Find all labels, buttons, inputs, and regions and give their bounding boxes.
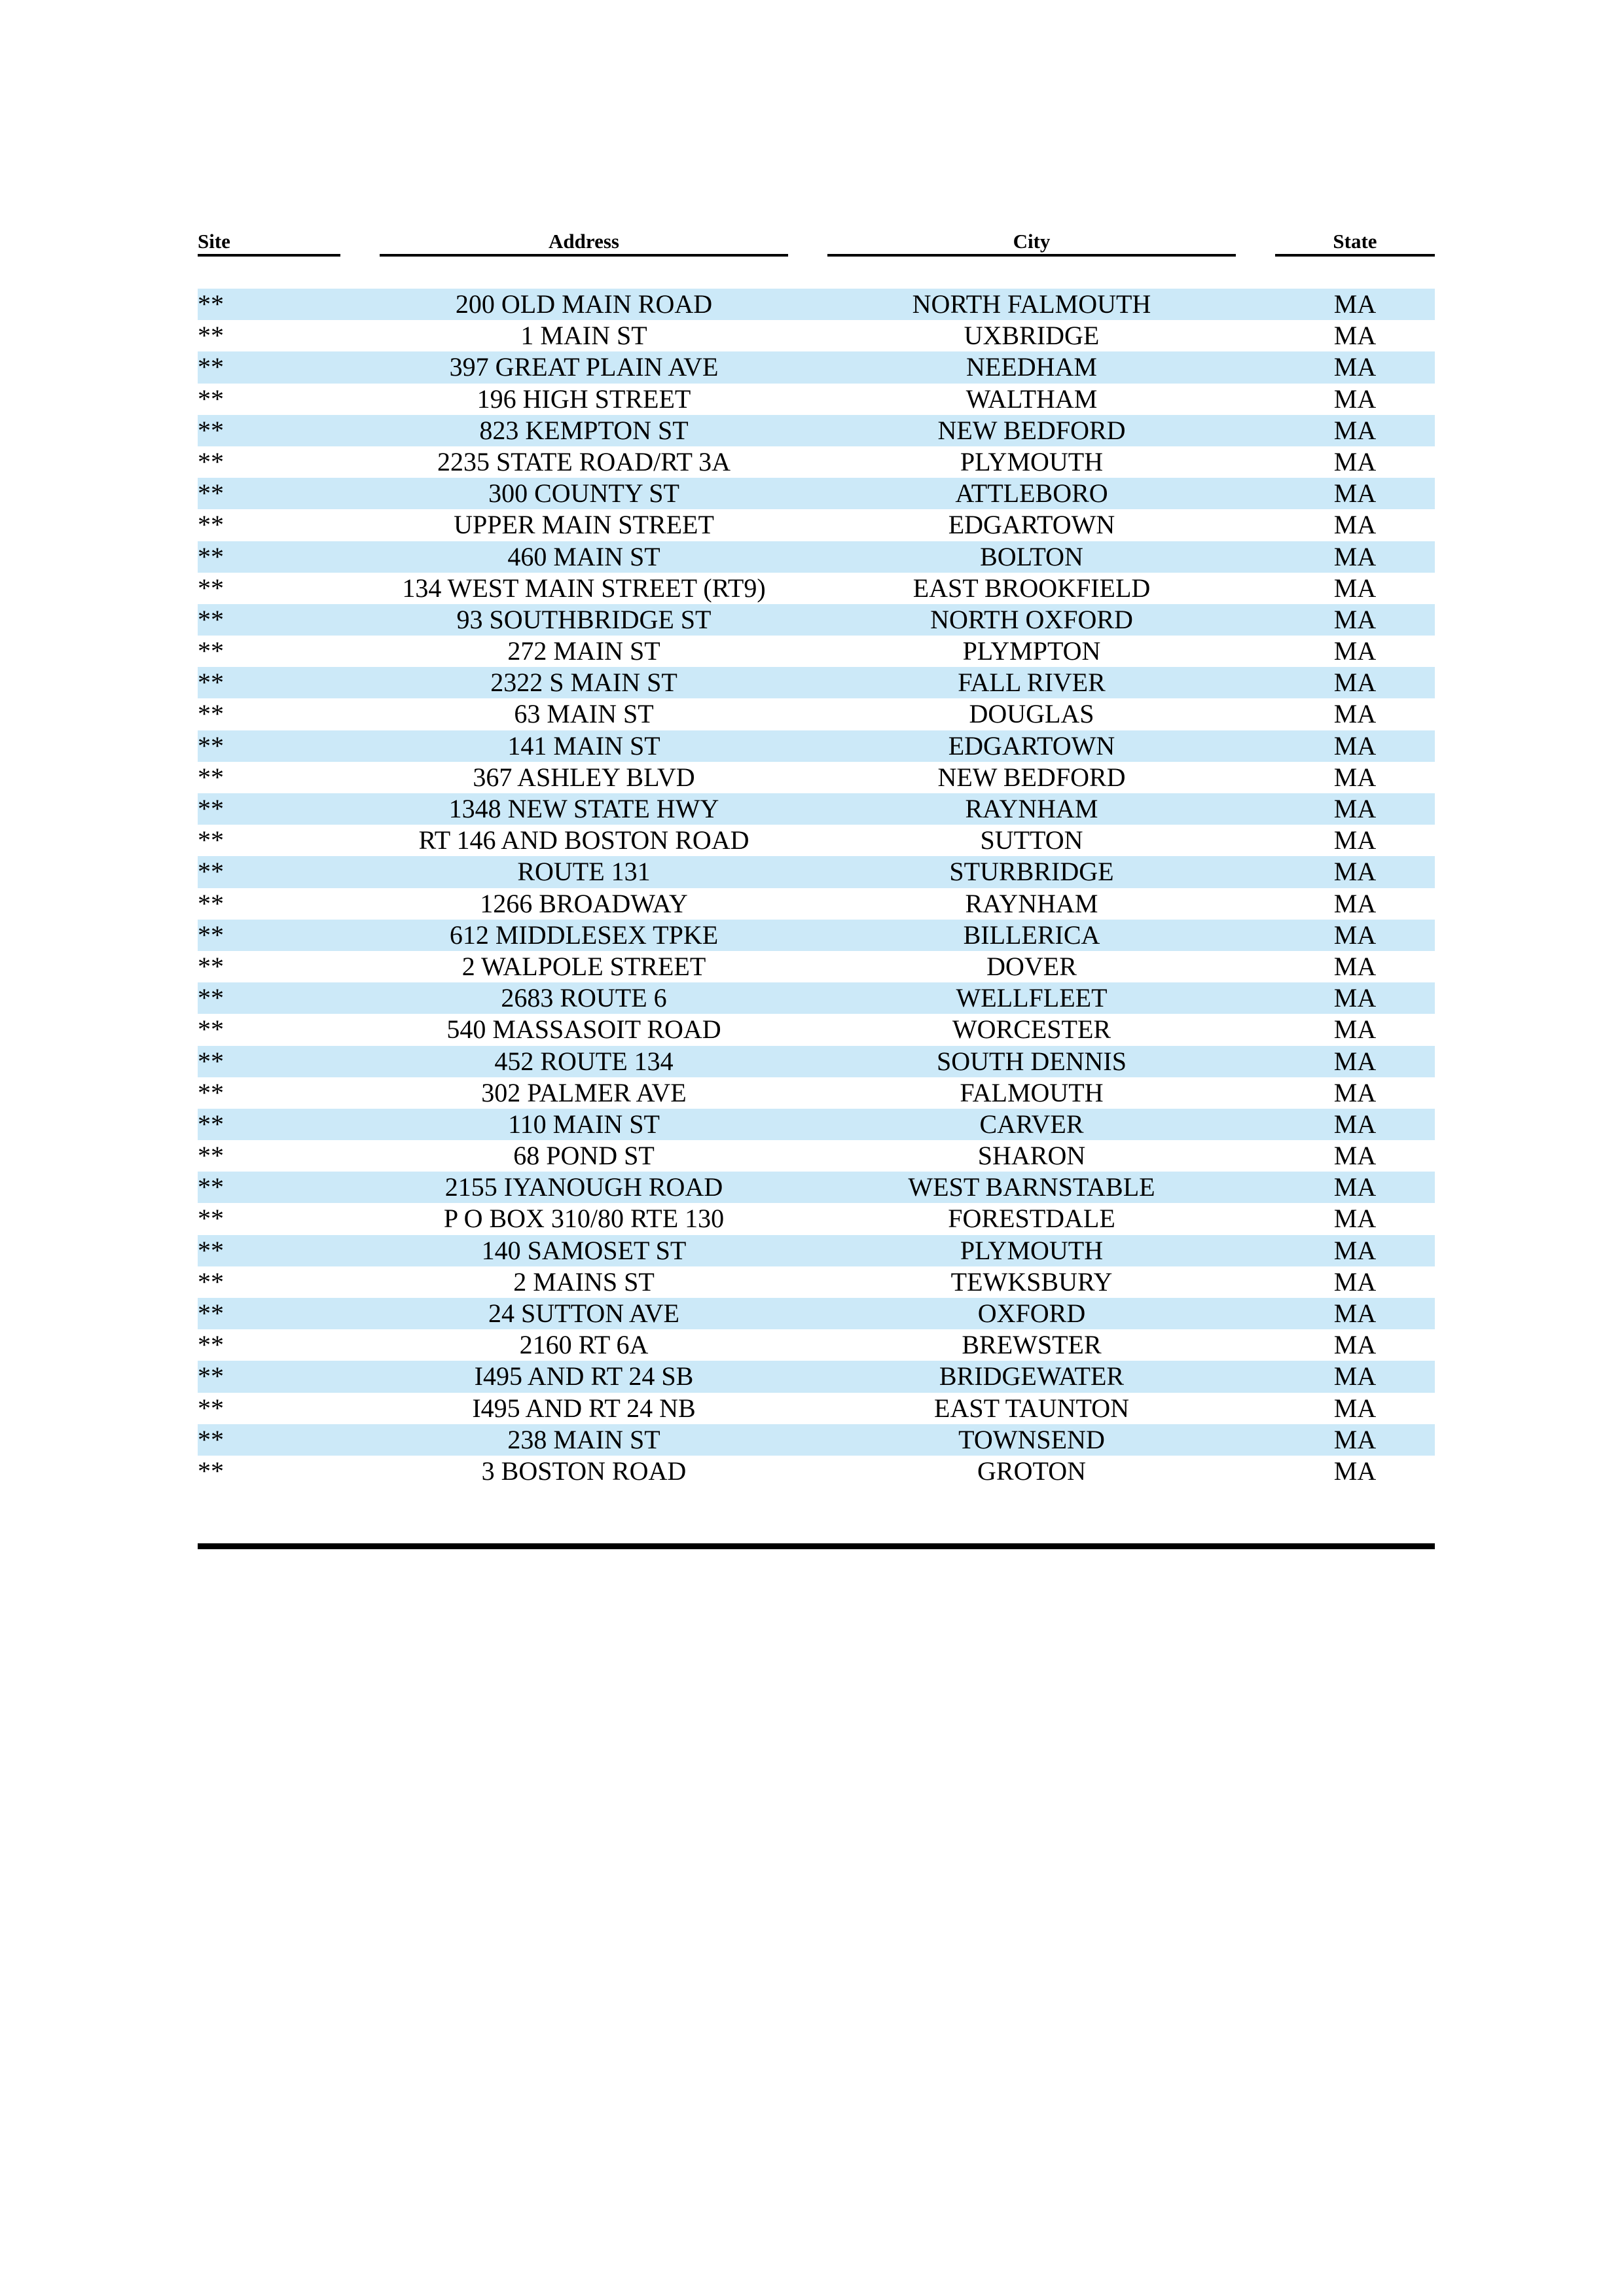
table-row bbox=[198, 825, 1435, 856]
city-cell: PLYMPTON bbox=[962, 636, 1101, 666]
address-cell: 68 POND ST bbox=[513, 1141, 655, 1171]
state-cell: MA bbox=[1333, 1235, 1377, 1265]
city-cell: NEW BEDFORD bbox=[937, 762, 1126, 792]
address-cell: 2235 STATE ROAD/RT 3A bbox=[437, 446, 731, 476]
address-cell: 397 GREAT PLAIN AVE bbox=[449, 352, 719, 382]
site-cell: ** bbox=[198, 510, 224, 540]
address-cell: 452 ROUTE 134 bbox=[494, 1046, 674, 1076]
table-row bbox=[198, 1140, 1435, 1172]
state-cell: MA bbox=[1333, 825, 1377, 855]
site-cell: ** bbox=[198, 604, 224, 634]
table-row bbox=[198, 1393, 1435, 1424]
table-row bbox=[198, 982, 1435, 1014]
state-cell: MA bbox=[1333, 1456, 1377, 1486]
city-cell: BOLTON bbox=[980, 541, 1083, 571]
site-cell: ** bbox=[198, 636, 224, 666]
state-cell: MA bbox=[1333, 446, 1377, 476]
state-cell: MA bbox=[1333, 951, 1377, 981]
site-cell: ** bbox=[198, 730, 224, 761]
city-cell: TEWKSBURY bbox=[950, 1266, 1113, 1297]
table-row bbox=[198, 1361, 1435, 1392]
table-row bbox=[198, 730, 1435, 762]
site-cell: ** bbox=[198, 1109, 224, 1139]
address-cell: 460 MAIN ST bbox=[507, 541, 660, 571]
table-row bbox=[198, 384, 1435, 415]
table-row bbox=[198, 636, 1435, 667]
table-row bbox=[198, 1235, 1435, 1266]
table-row bbox=[198, 920, 1435, 951]
city-cell: UXBRIDGE bbox=[964, 321, 1100, 351]
address-cell: 2 WALPOLE STREET bbox=[461, 951, 706, 981]
table-row bbox=[198, 698, 1435, 730]
address-cell: I495 AND RT 24 SB bbox=[474, 1361, 694, 1391]
table-row bbox=[198, 351, 1435, 383]
site-cell: ** bbox=[198, 321, 224, 351]
state-cell: MA bbox=[1333, 857, 1377, 887]
state-cell: MA bbox=[1333, 762, 1377, 792]
city-cell: DOUGLAS bbox=[969, 699, 1094, 729]
table-row bbox=[198, 888, 1435, 920]
city-cell: WELLFLEET bbox=[956, 983, 1108, 1013]
address-cell: 2160 RT 6A bbox=[519, 1330, 649, 1360]
city-cell: WALTHAM bbox=[965, 384, 1098, 414]
address-cell: 302 PALMER AVE bbox=[481, 1077, 687, 1107]
city-cell: FALMOUTH bbox=[960, 1077, 1104, 1107]
city-cell: NEW BEDFORD bbox=[937, 415, 1126, 445]
state-cell: MA bbox=[1333, 1204, 1377, 1234]
table-row bbox=[198, 667, 1435, 698]
site-cell: ** bbox=[198, 1014, 224, 1045]
table-row bbox=[198, 951, 1435, 982]
address-cell: 140 SAMOSET ST bbox=[481, 1235, 687, 1265]
site-cell: ** bbox=[198, 951, 224, 981]
city-cell: NORTH FALMOUTH bbox=[912, 289, 1151, 319]
site-cell: ** bbox=[198, 478, 224, 509]
state-cell: MA bbox=[1333, 983, 1377, 1013]
city-cell: PLYMOUTH bbox=[960, 1235, 1104, 1265]
address-cell: 2155 IYANOUGH ROAD bbox=[444, 1172, 723, 1202]
site-cell: ** bbox=[198, 1456, 224, 1486]
state-cell: MA bbox=[1333, 1424, 1377, 1454]
state-cell: MA bbox=[1333, 1172, 1377, 1202]
site-cell: ** bbox=[198, 794, 224, 823]
table-header bbox=[198, 228, 1435, 257]
site-cell: ** bbox=[198, 888, 224, 918]
table-row bbox=[198, 1298, 1435, 1329]
table-row bbox=[198, 1266, 1435, 1298]
city-cell: CARVER bbox=[979, 1109, 1084, 1139]
address-cell: 93 SOUTHBRIDGE ST bbox=[456, 604, 712, 634]
site-cell: ** bbox=[198, 920, 224, 950]
city-cell: STURBRIDGE bbox=[949, 857, 1114, 887]
city-cell: SUTTON bbox=[980, 825, 1083, 855]
state-cell: MA bbox=[1333, 321, 1377, 351]
address-cell: 63 MAIN ST bbox=[514, 699, 654, 729]
state-cell: MA bbox=[1333, 1330, 1377, 1360]
city-cell: WORCESTER bbox=[952, 1014, 1111, 1045]
address-cell: ROUTE 131 bbox=[517, 857, 651, 887]
table-row bbox=[198, 1077, 1435, 1109]
city-cell: WEST BARNSTABLE bbox=[908, 1172, 1155, 1202]
address-cell: 196 HIGH STREET bbox=[477, 384, 691, 414]
site-cell: ** bbox=[198, 983, 224, 1013]
table-row bbox=[198, 1456, 1435, 1487]
site-cell: ** bbox=[198, 668, 224, 698]
city-cell: GROTON bbox=[977, 1456, 1086, 1486]
header-city: City bbox=[827, 228, 1236, 257]
address-cell: 2322 S MAIN ST bbox=[490, 668, 677, 698]
address-cell: 272 MAIN ST bbox=[507, 636, 660, 666]
site-cell: ** bbox=[198, 1266, 224, 1297]
table-row bbox=[198, 762, 1435, 793]
state-cell: MA bbox=[1333, 1361, 1377, 1391]
city-cell: EAST BROOKFIELD bbox=[912, 573, 1151, 603]
header-state: State bbox=[1275, 228, 1435, 257]
table-row bbox=[198, 509, 1435, 541]
city-cell: ATTLEBORO bbox=[955, 478, 1108, 509]
state-cell: MA bbox=[1333, 668, 1377, 698]
state-cell: MA bbox=[1333, 1109, 1377, 1139]
state-cell: MA bbox=[1333, 1141, 1377, 1171]
site-cell: ** bbox=[198, 1330, 224, 1360]
state-cell: MA bbox=[1333, 415, 1377, 445]
table-row bbox=[198, 446, 1435, 478]
address-cell: 823 KEMPTON ST bbox=[479, 415, 689, 445]
address-cell: 300 COUNTY ST bbox=[488, 478, 679, 509]
state-cell: MA bbox=[1333, 1299, 1377, 1328]
city-cell: SHARON bbox=[977, 1141, 1086, 1171]
address-cell: 3 BOSTON ROAD bbox=[481, 1456, 687, 1486]
city-cell: FORESTDALE bbox=[948, 1204, 1115, 1234]
site-cell: ** bbox=[198, 289, 224, 319]
city-cell: BRIDGEWATER bbox=[939, 1361, 1125, 1391]
site-cell: ** bbox=[198, 1046, 224, 1076]
site-cell: ** bbox=[198, 1077, 224, 1107]
state-cell: MA bbox=[1333, 1393, 1377, 1423]
site-cell: ** bbox=[198, 762, 224, 792]
state-cell: MA bbox=[1333, 699, 1377, 729]
footer-rule bbox=[198, 1543, 1435, 1549]
site-cell: ** bbox=[198, 1141, 224, 1171]
site-cell: ** bbox=[198, 541, 224, 571]
address-cell: 1 MAIN ST bbox=[520, 321, 647, 351]
state-cell: MA bbox=[1333, 636, 1377, 666]
city-cell: EDGARTOWN bbox=[948, 730, 1115, 761]
address-cell: 200 OLD MAIN ROAD bbox=[455, 289, 713, 319]
site-cell: ** bbox=[198, 825, 224, 855]
site-cell: ** bbox=[198, 1361, 224, 1391]
address-cell: UPPER MAIN STREET bbox=[454, 510, 714, 540]
city-cell: FALL RIVER bbox=[958, 668, 1106, 698]
city-cell: NEEDHAM bbox=[966, 352, 1097, 382]
state-cell: MA bbox=[1333, 604, 1377, 634]
table-row bbox=[198, 1203, 1435, 1234]
state-cell: MA bbox=[1333, 510, 1377, 540]
table-row bbox=[198, 856, 1435, 888]
table-row bbox=[198, 289, 1435, 320]
header-address: Address bbox=[380, 228, 788, 257]
state-cell: MA bbox=[1333, 289, 1377, 319]
site-cell: ** bbox=[198, 1299, 224, 1328]
address-cell: 1348 NEW STATE HWY bbox=[448, 794, 719, 823]
site-cell: ** bbox=[198, 1235, 224, 1265]
site-cell: ** bbox=[198, 1172, 224, 1202]
city-cell: SOUTH DENNIS bbox=[937, 1046, 1127, 1076]
site-cell: ** bbox=[198, 384, 224, 414]
city-cell: EAST TAUNTON bbox=[934, 1393, 1129, 1423]
table-body bbox=[198, 289, 1435, 1487]
site-cell: ** bbox=[198, 699, 224, 729]
table-row bbox=[198, 1046, 1435, 1077]
address-cell: 612 MIDDLESEX TPKE bbox=[449, 920, 719, 950]
table-row bbox=[198, 541, 1435, 573]
table-row bbox=[198, 573, 1435, 604]
state-cell: MA bbox=[1333, 1266, 1377, 1297]
table-row bbox=[198, 1424, 1435, 1456]
table-row bbox=[198, 320, 1435, 351]
address-cell: 2 MAINS ST bbox=[513, 1266, 655, 1297]
state-cell: MA bbox=[1333, 1077, 1377, 1107]
site-cell: ** bbox=[198, 415, 224, 445]
city-cell: NORTH OXFORD bbox=[930, 604, 1133, 634]
state-cell: MA bbox=[1333, 1014, 1377, 1045]
address-cell: 134 WEST MAIN STREET (RT9) bbox=[402, 573, 766, 603]
city-cell: RAYNHAM bbox=[965, 794, 1098, 823]
address-cell: 24 SUTTON AVE bbox=[488, 1299, 679, 1328]
address-cell: 1266 BROADWAY bbox=[480, 888, 688, 918]
table-row bbox=[198, 1109, 1435, 1140]
table-row bbox=[198, 415, 1435, 446]
address-cell: 110 MAIN ST bbox=[508, 1109, 660, 1139]
table-row bbox=[198, 478, 1435, 509]
table-row bbox=[198, 1014, 1435, 1045]
state-cell: MA bbox=[1333, 920, 1377, 950]
address-cell: P O BOX 310/80 RTE 130 bbox=[443, 1204, 725, 1234]
city-cell: TOWNSEND bbox=[958, 1424, 1105, 1454]
address-cell: I495 AND RT 24 NB bbox=[472, 1393, 696, 1423]
city-cell: OXFORD bbox=[977, 1299, 1086, 1328]
site-cell: ** bbox=[198, 1204, 224, 1234]
site-cell: ** bbox=[198, 446, 224, 476]
state-cell: MA bbox=[1333, 730, 1377, 761]
state-cell: MA bbox=[1333, 352, 1377, 382]
address-cell: 238 MAIN ST bbox=[507, 1424, 660, 1454]
site-cell: ** bbox=[198, 1393, 224, 1423]
state-cell: MA bbox=[1333, 1046, 1377, 1076]
table-row bbox=[198, 1329, 1435, 1361]
state-cell: MA bbox=[1333, 478, 1377, 509]
address-cell: RT 146 AND BOSTON ROAD bbox=[418, 825, 749, 855]
state-cell: MA bbox=[1333, 888, 1377, 918]
table-row bbox=[198, 1172, 1435, 1203]
city-cell: BILLERICA bbox=[963, 920, 1100, 950]
state-cell: MA bbox=[1333, 794, 1377, 823]
state-cell: MA bbox=[1333, 573, 1377, 603]
address-cell: 2683 ROUTE 6 bbox=[501, 983, 667, 1013]
address-cell: 540 MASSASOIT ROAD bbox=[446, 1014, 721, 1045]
site-cell: ** bbox=[198, 1424, 224, 1454]
site-cell: ** bbox=[198, 857, 224, 887]
site-cell: ** bbox=[198, 352, 224, 382]
state-cell: MA bbox=[1333, 541, 1377, 571]
address-cell: 141 MAIN ST bbox=[507, 730, 660, 761]
table-row bbox=[198, 793, 1435, 825]
city-cell: EDGARTOWN bbox=[948, 510, 1115, 540]
city-cell: DOVER bbox=[986, 951, 1077, 981]
site-cell: ** bbox=[198, 573, 224, 603]
city-cell: RAYNHAM bbox=[965, 888, 1098, 918]
state-cell: MA bbox=[1333, 384, 1377, 414]
address-cell: 367 ASHLEY BLVD bbox=[473, 762, 695, 792]
city-cell: BREWSTER bbox=[962, 1330, 1102, 1360]
header-site: Site bbox=[198, 228, 340, 257]
table-row bbox=[198, 604, 1435, 636]
city-cell: PLYMOUTH bbox=[960, 446, 1104, 476]
